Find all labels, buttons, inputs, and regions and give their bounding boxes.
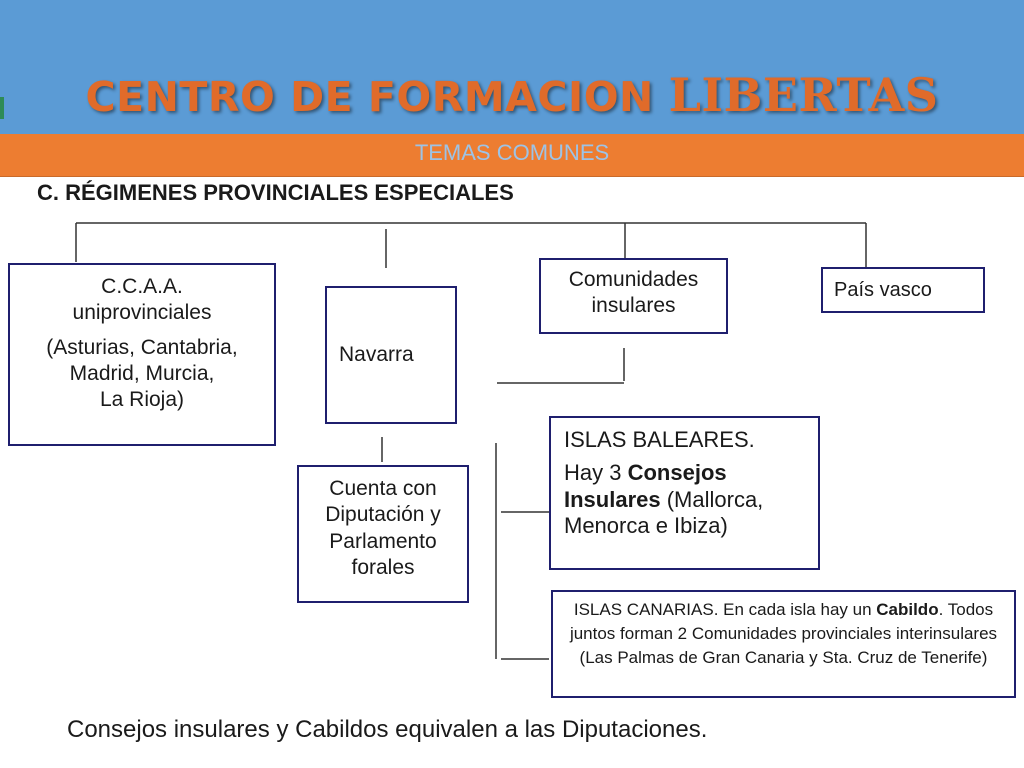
baleares-body bbox=[564, 460, 808, 540]
baleares-post: (Mallorca, Menorca e Ibiza) bbox=[564, 486, 764, 539]
ccaa-line5: La Rioja) bbox=[99, 388, 185, 411]
main-title-part1: CENTRO DE FORMACION bbox=[85, 73, 669, 121]
section-title: C. RÉGIMENES PROVINCIALES ESPECIALES bbox=[37, 180, 514, 205]
box-pais-vasco bbox=[821, 267, 985, 313]
box-navarra-detail bbox=[297, 465, 469, 603]
subtitle: TEMAS COMUNES bbox=[414, 140, 610, 165]
canarias-bold: Cabildo bbox=[876, 600, 939, 619]
navarra-detail-line1: Cuenta con bbox=[329, 477, 437, 500]
navarra-detail-line2: Diputación y bbox=[325, 503, 441, 527]
ccaa-line1: C.C.A.A. bbox=[101, 275, 183, 298]
ccaa-line4: Madrid, Murcia, bbox=[69, 361, 215, 385]
box-navarra bbox=[325, 286, 457, 424]
comunidades-line1: Comunidades bbox=[568, 268, 699, 291]
footer-note: Consejos insulares y Cabildos equivalen a las Diputaciones. bbox=[67, 716, 708, 743]
comunidades-line2: insulares bbox=[591, 294, 676, 318]
box-comunidades-insulares bbox=[539, 258, 728, 334]
navarra-detail-line3: Parlamento bbox=[329, 529, 437, 553]
canarias-body bbox=[563, 598, 1004, 669]
baleares-pre: Hay 3 bbox=[564, 459, 628, 485]
baleares-bold: Consejos Insulares bbox=[564, 459, 727, 512]
navarra-detail-line4: forales bbox=[351, 555, 415, 579]
box-islas-baleares bbox=[549, 416, 820, 570]
ccaa-line2: uniprovinciales bbox=[72, 301, 212, 325]
box-islas-canarias bbox=[551, 590, 1016, 698]
ccaa-line3: (Asturias, Cantabria, bbox=[46, 335, 238, 359]
box-ccaa-uniprovinciales bbox=[8, 263, 276, 446]
canarias-post: . Todos juntos forman 2 Comunidades provinciales interinsulares (Las Palmas de Gran Canaria y Sta. Cruz de Tenerife) bbox=[569, 600, 998, 667]
navarra-label: Navarra bbox=[339, 343, 414, 366]
pais-vasco-label: País vasco bbox=[834, 279, 932, 301]
main-title-part2: LIBERTAS bbox=[668, 68, 939, 122]
canarias-pre: ISLAS CANARIAS. En cada isla hay un bbox=[573, 600, 877, 619]
baleares-line1: ISLAS BALEARES. bbox=[564, 427, 755, 452]
